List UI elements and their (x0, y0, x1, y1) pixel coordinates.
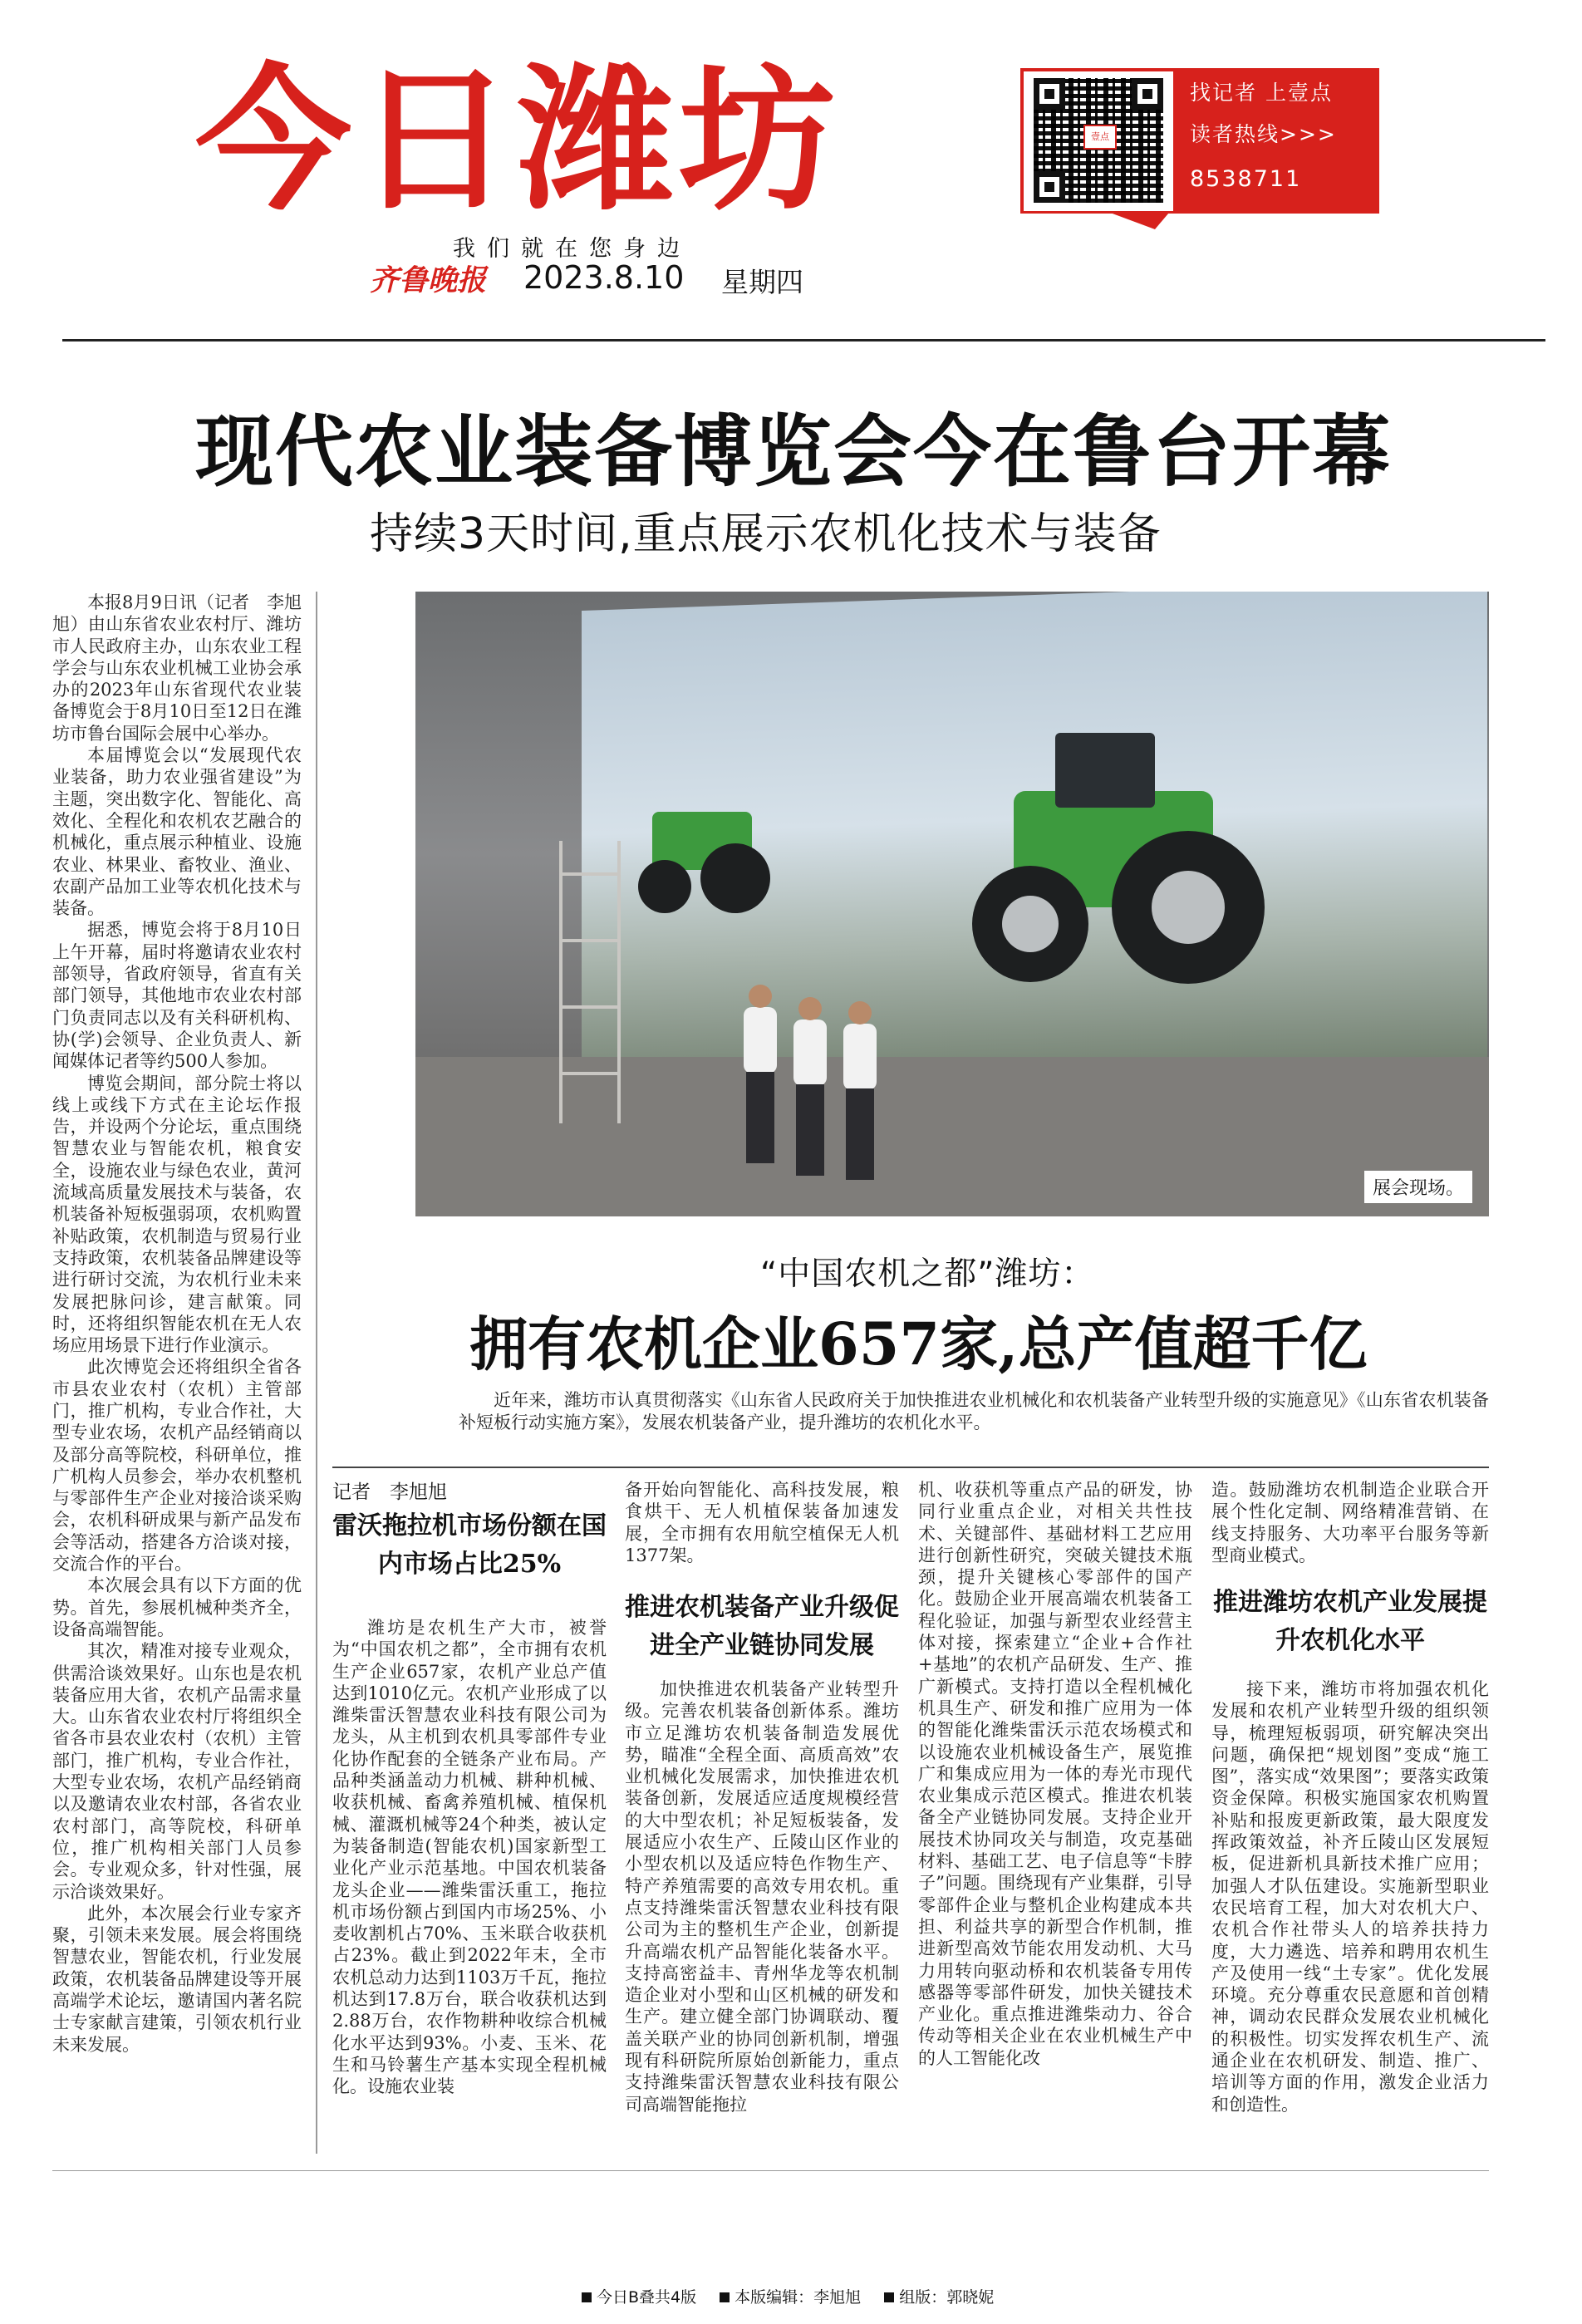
hotline-text: 找记者 上壹点 (1190, 81, 1333, 105)
sub-title-text: 推进农机装备产业升级促进全产业链协同发展 (625, 1593, 899, 1660)
sub-title-text: 雷沃拖拉机市场份额在国内市场占比25% (332, 1511, 607, 1579)
sub-title-text: 推进潍坊农机产业发展提升农机化水平 (1213, 1588, 1487, 1655)
qr-finder-icon (1034, 171, 1065, 203)
article-paragraph: 备开始向智能化、高科技发展，粮食烘干、无人机植保装备加速发展，全市拥有农用航空植保无人机1377架。 (625, 1480, 899, 1565)
sub-headline (1211, 1584, 1489, 1660)
article-paragraph: 加快推进农机装备产业转型升级。完善农机装备创新体系。潍坊市立足潍坊农机装备制造发展优势，瞄准“全程全面、高质高效”农业机械化发展需求，加快推进农机装备创新，发展适应适度规模经营的大中型农机；补足短板装备，发展适应小农生产、丘陵山区作业的小型农机以及适应特色作物生产、特产养殖需要的高效专用农机。重点支持潍柴雷沃智慧农业科技有限公司为主的整机生产企业，创新提升高端农机产品智能化装备水平。支持高密益丰、青州华龙等农机制造企业对小型和山区机械的研发和生产。建立健全部门协调联动、覆盖关联产业的协同创新机制，增强现有科研院所原始创新能力，重点支持潍柴雷沃智慧农业科技有限公司高端智能拖拉 (625, 1679, 899, 2115)
hotline-text: 读者热线>>> (1190, 122, 1337, 146)
issue-weekday: 星期四 (721, 266, 803, 298)
masthead-logo: 今日潍坊 (195, 50, 840, 232)
article-column (1211, 1479, 1489, 1570)
main-headline: 现代农业装备博览会今在鲁台开幕 (194, 406, 1392, 498)
article-paragraph: 造。鼓励潍坊农机制造企业联合开展个性化定制、网络精准营销、在线支持服务、大功率平台服务等新型商业模式。 (1211, 1480, 1489, 1565)
square-bullet-icon (720, 2292, 730, 2302)
main-subhead: 持续3天时间,重点展示农机化技术与装备 (370, 509, 1162, 559)
sub-headline (332, 1507, 607, 1584)
page-footer (582, 2285, 1012, 2307)
section-title: 拥有农机企业657家,总产值超千亿 (469, 1309, 1368, 1378)
column-divider (316, 592, 317, 2154)
square-bullet-icon (582, 2292, 592, 2302)
reporter-byline: 记者 李旭旭 (332, 1481, 447, 1503)
article-paragraph: 博览会期间，部分院士将以线上或线下方式在主论坛作报告，并设两个分论坛，重点围绕智慧农业与智能农机，粮食安全，设施农业与绿色农业，黄河流域高质量发展技术与装备，农机装备补短板强弱项，农机购置补贴政策，农机制造与贸易行业支持政策，农机装备品牌建设等进行研讨交流，为农机行业未来发展把脉问诊，建言献策。同时，还将组织智能农机在无人农场应用场景下进行作业演示。 (52, 1073, 302, 1356)
article-column (332, 1617, 607, 2149)
section-kicker: “中国农机之都”潍坊： (760, 1255, 1095, 1293)
footer-item: 本版编辑：李旭旭 (720, 2288, 861, 2307)
section-lead: 近年来，潍坊市认真贯彻落实《山东省人民政府关于加快推进农业机械化和农机装备产业转型升级的实施意见》《山东省农机装备补短板行动实施方案》，发展农机装备产业，提升潍坊的农机化水平。 (459, 1390, 1489, 1432)
article-column (625, 1479, 899, 1570)
sub-headline (625, 1589, 899, 1665)
photo-illustration (415, 592, 1489, 1216)
expo-photo (415, 592, 1489, 1216)
qr-finder-icon (1132, 78, 1163, 110)
masthead-rule (62, 339, 1545, 341)
article-paragraph: 据悉，博览会将于8月10日上午开幕，届时将邀请农业农村部领导，省政府领导，省直有关部门领导，其他地市农业农村部门负责同志以及有关科研机构、协(学)会领导、企业负责人、新闻媒体记者等约500人参加。 (52, 920, 302, 1072)
article-column (625, 1678, 899, 2149)
article-paragraph: 机、收获机等重点产品的研发，协同行业重点企业，对相关共性技术、关键部件、基础材料工艺应用进行创新性研究，突破关键技术瓶颈，提升关键核心零部件的国产化。鼓励企业开展高端农机装备工程化验证，加强与新型农业经营主体对接，探索建立“企业+合作社+基地”的农机产品研发、生产、推广新模式。支持打造以全程机械化机具生产、研发和推广应用为一体的智能化潍柴雷沃示范农场模式和以设施农业机械设备生产，展览推广和集成应用为一体的寿光市现代农业集成示范区模式。推进农机装备全产业链协同发展。支持企业开展技术协同攻关与制造，攻克基础材料、基础工艺、电子信息等“卡脖子”问题。围绕现有产业集群，引导零部件企业与整机企业构建成本共担、利益共享的新型合作机制，推进新型高效节能农用发动机、大马力用转向驱动桥和农机装备专用传感器等零部件研发，加快关键技术产业化。重点推进潍柴动力、谷合传动等相关企业在农业机械生产中的人工智能化改 (918, 1480, 1192, 2068)
square-bullet-icon (884, 2292, 894, 2302)
article-paragraph: 潍坊是农机生产大市，被誉为“中国农机之都”，全市拥有农机生产企业657家，农机产业总产值达到1010亿元。农机产业形成了以潍柴雷沃智慧农业科技有限公司为龙头，从主机到农机具零部件专业化协作配套的全链条产业布局。产品种类涵盖动力机械、耕种机械、收获机械、畜禽养殖机械、植保机械、灌溉机械等24个种类，被认定为装备制造(智能农机)国家新型工业化产业示范基地。中国农机装备龙头企业——潍柴雷沃重工，拖拉机市场份额占到国内市场25%、小麦收割机占70%、玉米联合收获机占23%。截止到2022年末，全市农机总动力达到1103万千瓦，拖拉机达到17.8万台，联合收获机达到2.88万台，农作物耕种收综合机械化水平达到93%。小麦、玉米、花生和马铃薯生产基本实现全程机械化。设施农业装 (332, 1618, 607, 2097)
main-article-column (52, 592, 302, 2144)
paper-name: 齐鲁晚报 (370, 263, 487, 297)
qr-finder-icon (1034, 78, 1065, 110)
article-paragraph: 此次博览会还将组织全省各市县农业农村（农机）主管部门，推广机构，专业合作社，大型专业农场，农机产品经销商以及部分高等院校，科研单位，推广机构人员参会，举办农机整机与零部件生产企业对接洽谈采购会，农机科研成果与新产品发布会等活动，搭建各方洽谈对接，交流合作的平台。 (52, 1357, 302, 1575)
photo-caption: 展会现场。 (1364, 1171, 1472, 1203)
masthead-slogan: 我们就在您身边 (453, 236, 691, 262)
article-paragraph: 此外，本次展会行业专家齐聚，引领未来发展。展会将围绕智慧农业，智能农机，行业发展政策，农机装备品牌建设等开展高端学术论坛，邀请国内著名院士专家献言建策，引领农机行业未来发展。 (52, 1903, 302, 2055)
article-paragraph: 接下来，潍坊市将加强农机化发展和农机产业转型升级的组织领导，梳理短板弱项，研究解决突出问题，确保把“规划图”变成“施工图”，落实成“效果图”；要落实政策资金保障。积极实施国家农机购置补贴和报废更新政策，最大限度发挥政策效益，补齐丘陵山区发展短板，促进新机具新技术推广应用；加强人才队伍建设。实施新型职业农民培育工程，加大对农机大户、农机合作社带头人的培养扶持力度，大力遴选、培养和聘用农机生产及使用一线“土专家”。优化发展环境。充分尊重农民意愿和首创精神，调动农民群众发展农业机械化的积极性。切实发挥农机生产、流通企业在农机研发、制造、推广、培训等方面的作用，激发企业活力和创造性。 (1211, 1679, 1489, 2115)
issue-date: 2023.8.10 (523, 259, 685, 296)
article-paragraph: 其次，精准对接专业观众，供需洽谈效果好。山东也是农机装备应用大省，农机产品需求量大。山东省农业农村厅将组织全省各市县农业农村（农机）主管部门，推广机构，专业合作社，大型专业农场，农机产品经销商以及邀请农业农村部，各省农业农村部门，高等院校，科研单位，推广机构相关部门人员参会。专业观众多，针对性强，展示洽谈效果好。 (52, 1641, 302, 1902)
bottom-rule (52, 2170, 1489, 2171)
article-paragraph: 本次展会具有以下方面的优势。首先，参展机械种类齐全，设备高端智能。 (52, 1575, 302, 1639)
article-column (918, 1479, 1192, 2149)
article-paragraph: 本届博览会以“发展现代农业装备，助力农业强省建设”为主题，突出数字化、智能化、高效化、全程化和农机农艺融合的机械化，重点展示种植业、设施农业、林果业、畜牧业、渔业、农副产品加工业等农机化技术与装备。 (52, 745, 302, 919)
section-rule (332, 1467, 1489, 1468)
footer-item: 组版：郭晓妮 (884, 2288, 994, 2307)
footer-item: 今日B叠共4版 (582, 2288, 696, 2307)
qr-logo: 壹点 (1083, 125, 1117, 150)
article-paragraph: 本报8月9日讯（记者 李旭旭）由山东省农业农村厅、潍坊市人民政府主办，山东农业工程学会与山东农业机械工业协会承办的2023年山东省现代农业装备博览会于8月10日至12日在潍坊市鲁台国际会展中心举办。 (52, 592, 302, 744)
hotline-number: 8538711 (1190, 166, 1302, 192)
article-column (1211, 1678, 1489, 2149)
